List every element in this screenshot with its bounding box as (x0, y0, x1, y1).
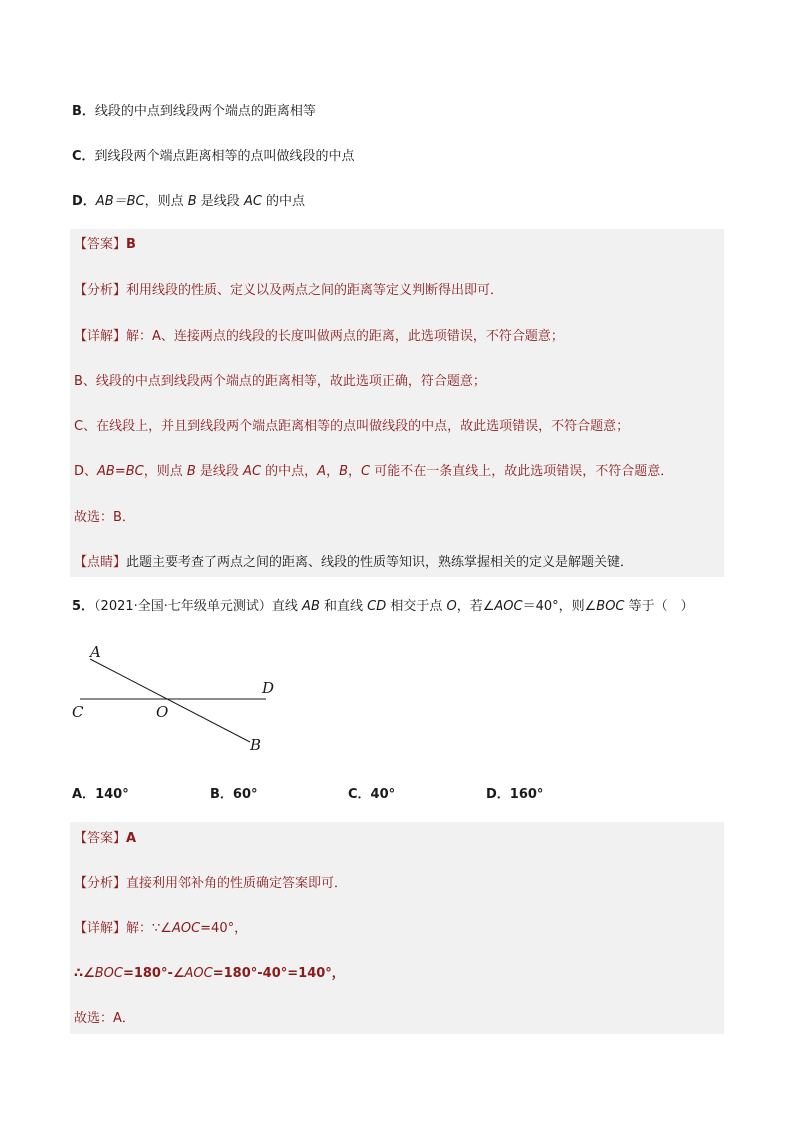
option-d (72, 192, 305, 212)
option-text: 是线段 (196, 194, 244, 209)
text: 和直线 (319, 599, 368, 614)
detail-line-4 (74, 462, 673, 482)
comment-row (74, 553, 633, 573)
math: C (361, 464, 371, 479)
text: 是线段 (195, 464, 244, 479)
text: 可能不在一条直线上，故此选项错误，不符合题意． (370, 464, 674, 479)
math: AOC (171, 921, 201, 936)
detail-tag: 【详解】 (74, 921, 127, 936)
option-value: 140° (95, 787, 129, 802)
comment-tag: 【点睛】 (74, 555, 127, 570)
math: B (339, 464, 349, 479)
answer-block-5 (70, 822, 724, 1034)
answer-value: A (126, 831, 137, 846)
text: =180°-∠ (122, 966, 185, 981)
choice-line: 故选：B． (74, 510, 135, 525)
math: AOC (184, 966, 213, 981)
option-letter: C． (348, 787, 371, 802)
text: =180°-40°=140°， (212, 966, 345, 981)
analysis-row (74, 874, 347, 894)
math: BOC (94, 966, 123, 981)
answer-row (74, 829, 136, 849)
option-c (348, 785, 395, 805)
question-number: 5． (72, 599, 95, 614)
option-letter: D． (486, 787, 510, 802)
analysis-tag: 【分析】 (74, 876, 127, 891)
detail-row (74, 919, 247, 939)
answer-value: B (126, 237, 136, 252)
text: ，则点 (143, 464, 187, 479)
option-letter: B． (72, 104, 95, 119)
option-letter: A． (72, 787, 96, 802)
option-d (486, 785, 543, 805)
label-c: C (72, 703, 84, 721)
label-d: D (262, 679, 275, 697)
step-row (74, 964, 345, 984)
detail-row (74, 327, 564, 347)
detail-line-2: B、线段的中点到线段两个端点的距离相等，故此选项正确，符合题意； (74, 374, 486, 389)
analysis-row (74, 281, 503, 301)
option-text: 线段的中点到线段两个端点的距离相等 (94, 104, 316, 119)
label-a: A (90, 643, 101, 661)
text: ， (326, 464, 340, 479)
option-a (72, 785, 129, 805)
text: ，若∠ (456, 599, 495, 614)
text: 相交于点 (386, 599, 447, 614)
text: ， (348, 464, 362, 479)
math: CD (367, 599, 387, 614)
choice-line: 故选：A． (74, 1011, 135, 1026)
option-c (72, 147, 355, 167)
math: AOC (494, 599, 523, 614)
analysis-text: 利用线段的性质、定义以及两点之间的距离等定义判断得出即可． (126, 283, 504, 298)
answer-block-4 (70, 229, 724, 577)
math: BOC (596, 599, 625, 614)
option-b (72, 102, 316, 122)
comment-text: 此题主要考查了两点之间的距离、线段的性质等知识，熟练掌握相关的定义是解题关键． (126, 555, 634, 570)
detail-line-3: C、在线段上，并且到线段两个端点距离相等的点叫做线段的中点，故此选项错误，不符合题意； (74, 419, 630, 434)
math: O (446, 599, 457, 614)
option-letter: D． (72, 194, 96, 209)
math: B (186, 464, 196, 479)
math: A (317, 464, 327, 479)
text: =40°， (200, 921, 248, 936)
answer-tag: 【答案】 (74, 237, 127, 252)
line-ab (90, 659, 250, 742)
option-text: 到线段两个端点距离相等的点叫做线段的中点 (94, 149, 355, 164)
option-text: 的中点 (261, 194, 306, 209)
text: ∴∠ (74, 966, 95, 981)
analysis-tag: 【分析】 (74, 283, 127, 298)
answer-row (74, 235, 136, 255)
math-b: B (187, 194, 197, 209)
option-value: 160° (509, 787, 544, 802)
option-text: ，则点 (144, 194, 188, 209)
option-letter: C． (72, 149, 95, 164)
analysis-text: 直接利用邻补角的性质确定答案即可． (126, 876, 348, 891)
label-o: O (156, 703, 169, 721)
text: D、 (74, 464, 98, 479)
geometry-figure (60, 635, 300, 760)
detail-tag: 【详解】 (74, 329, 127, 344)
text: 的中点， (261, 464, 318, 479)
math: AB=BC (97, 464, 144, 479)
text: ＝40°，则∠ (522, 599, 597, 614)
option-value: 40° (370, 787, 396, 802)
text: 解：∵∠ (126, 921, 172, 936)
label-b: B (250, 736, 262, 754)
text: 等于（ ） (624, 599, 694, 614)
math-ab-bc: AB＝BC (95, 194, 145, 209)
math: AC (243, 464, 262, 479)
math: AB (302, 599, 320, 614)
question-5 (72, 597, 694, 617)
option-letter: B． (210, 787, 233, 802)
text: 直线 (271, 599, 303, 614)
answer-tag: 【答案】 (74, 831, 127, 846)
question-source: （2021·全国·七年级单元测试） (94, 599, 272, 614)
option-b (210, 785, 258, 805)
detail-text: 解：A、连接两点的线段的长度叫做两点的距离，此选项错误，不符合题意； (126, 329, 564, 344)
math-ac: AC (243, 194, 262, 209)
option-value: 60° (232, 787, 258, 802)
